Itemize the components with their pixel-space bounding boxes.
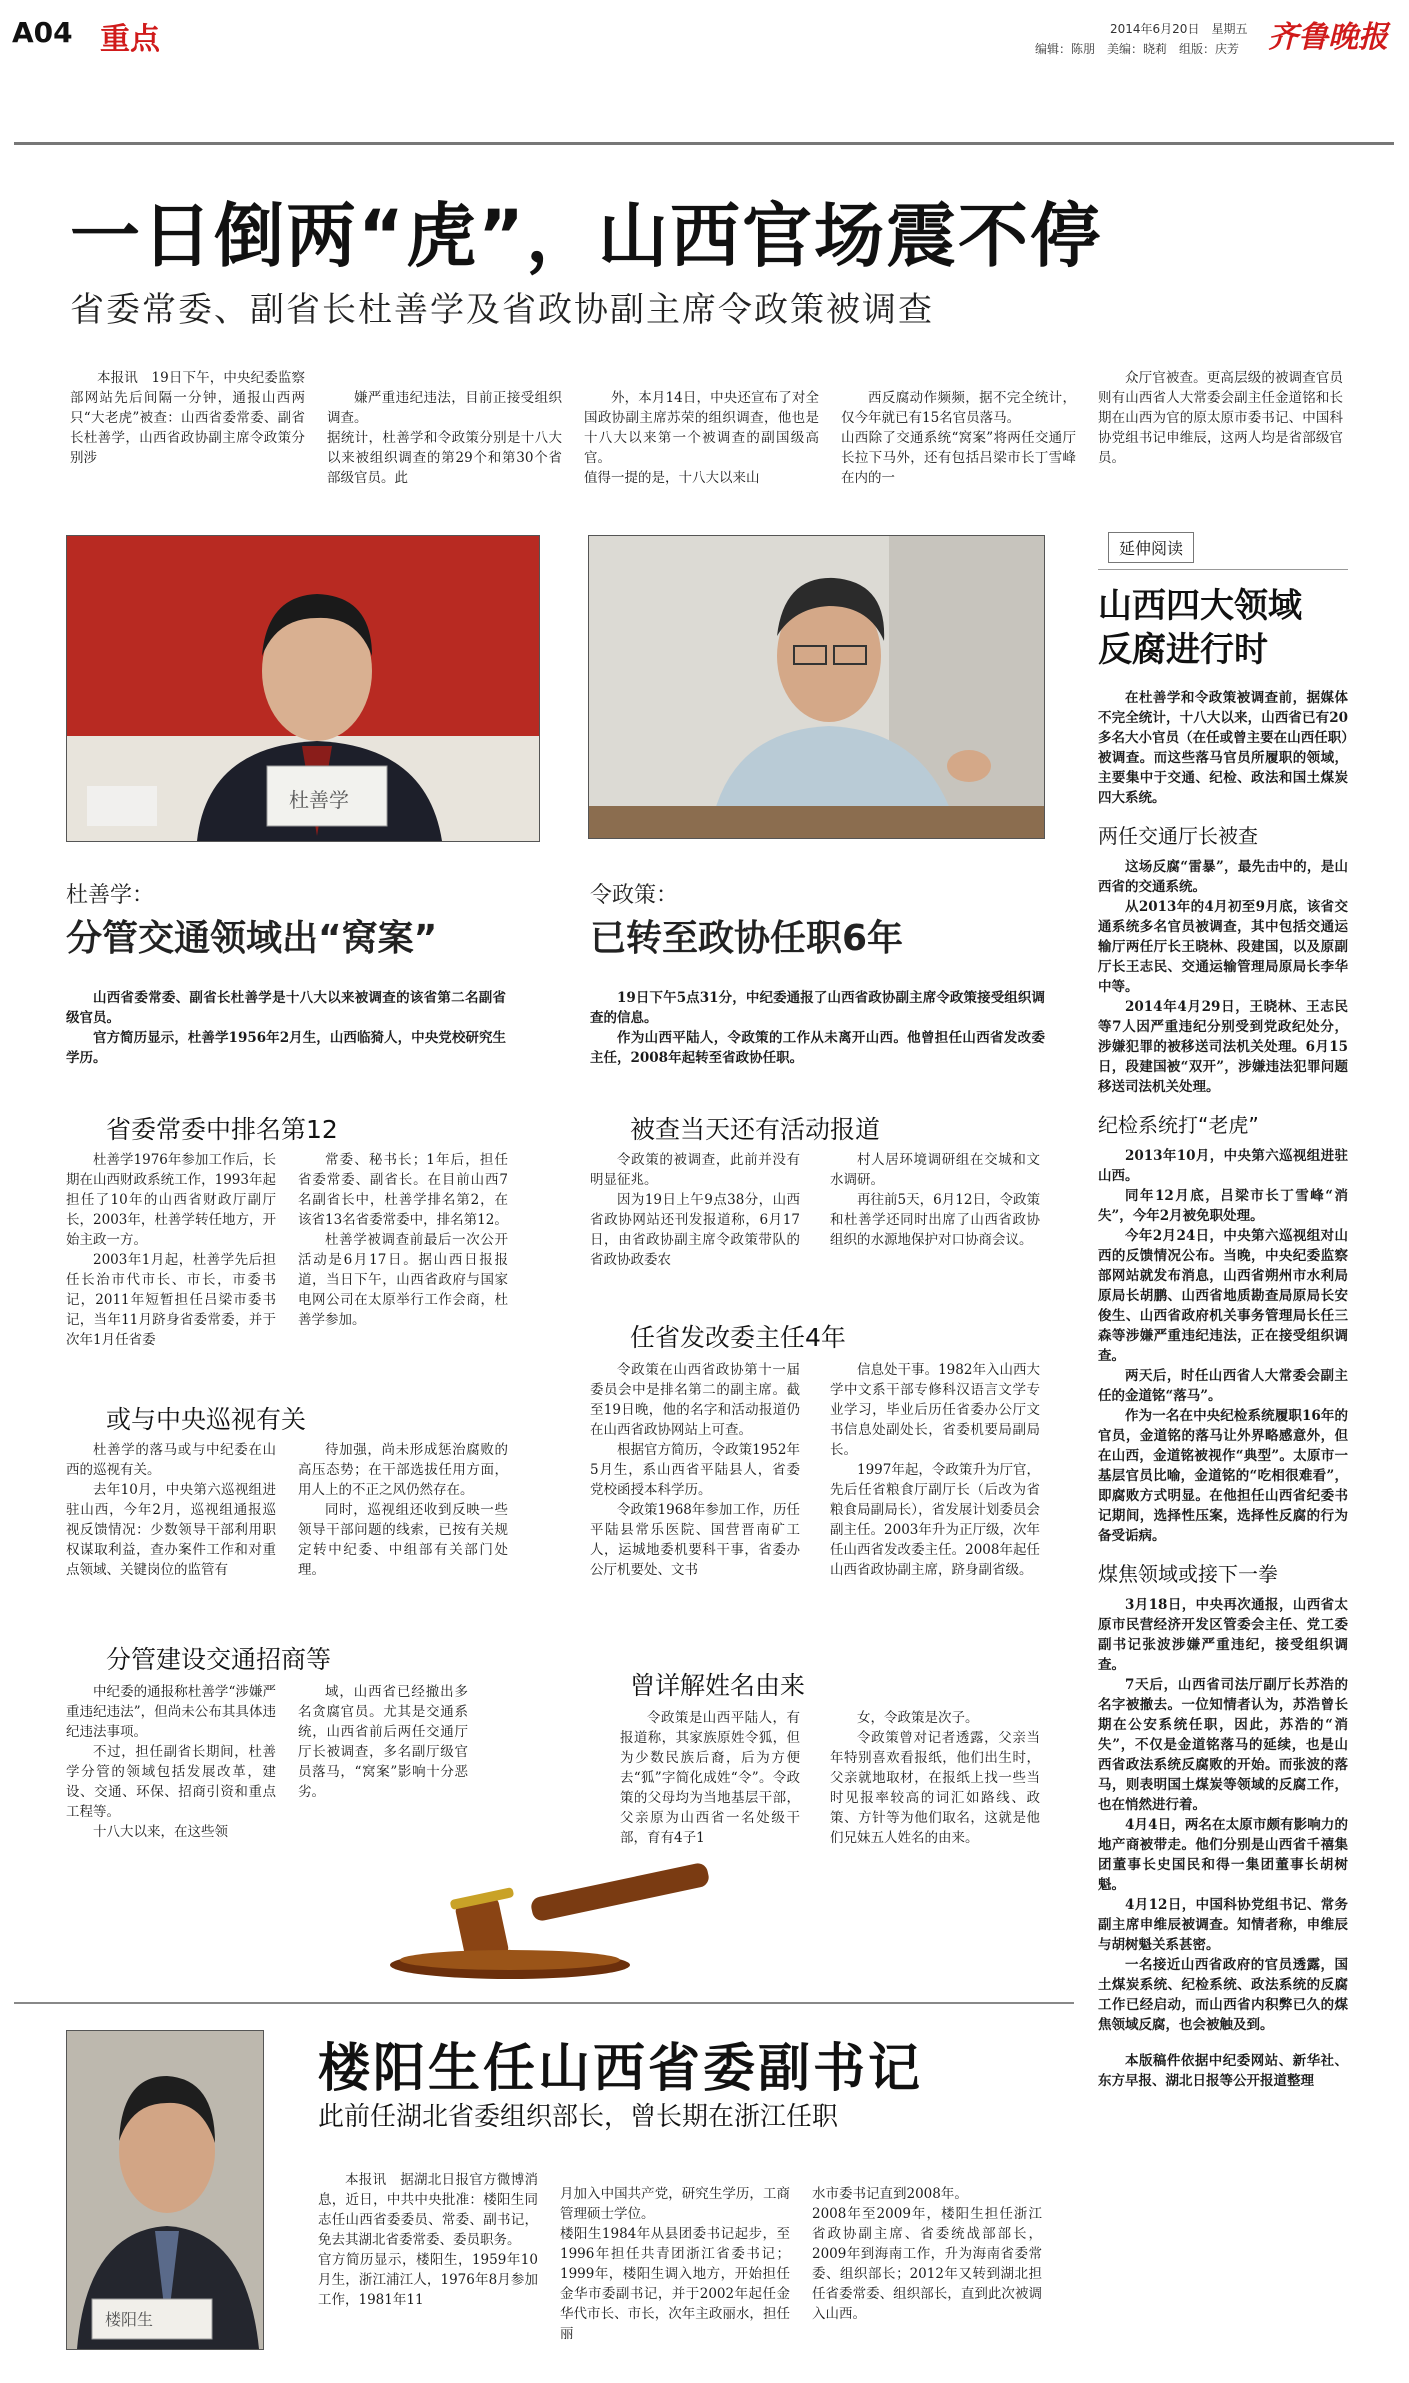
du-caption-title: 分管交通领域出“窝案”: [66, 918, 438, 959]
masthead-logo: 齐鲁晚报: [1268, 20, 1388, 55]
sidebar-section-2-heading: 纪检系统打“老虎”: [1098, 1113, 1259, 1137]
ling-section-3-col2: 女，令政策是次子。 令政策曾对记者透露，父亲当年特别喜欢看报纸，他们出生时，父亲就地取材，在报纸上找一些当时见报率较高的词汇如路线、政策、方针等为他们取名，这就是他们兄妹五人姓名的由来。: [830, 1710, 1040, 1846]
ling-caption-title: 已转至政协任职6年: [590, 918, 904, 959]
ling-intro: 19日下午5点31分，中纪委通报了山西省政协副主席令政策接受组织调查的信息。 作为山西平陆人，令政策的工作从未离开山西。他曾担任山西省发改委主任，2008年起转至省政协任职。: [590, 990, 1045, 1066]
lou-nameplate: 楼阳生: [105, 2310, 154, 2329]
lead-col-3: 外，本月14日，中央还宣布了对全国政协副主席苏荣的组织调查，他也是十八大以来第一个被调查的副国级高官。 值得一提的是，十八大以来山: [584, 390, 819, 486]
ling-caption-name: 令政策：: [590, 883, 679, 908]
ling-section-3-col1: 令政策是山西平陆人，有报道称，其家族原姓令狐，但为少数民族后裔，后为方便去“狐”字简化成姓“令”。令政策的父母均为当地基层干部，父亲原为山西省一名处级干部，育有4子1: [620, 1710, 800, 1846]
du-section-3-col2: 域，山西省已经撤出多名贪腐官员。尤其是交通系统，山西省前后两任交通厅厅长被调查，多名副厅级官员落马，“窝案”影响十分恶劣。: [298, 1684, 468, 1800]
sidebar-section-1-body: 这场反腐“雷暴”，最先击中的，是山西省的交通系统。 从2013年的4月初至9月底，该省交通系统多名官员被调查，其中包括交通运输厅两任厅长王晓林、段建国，以及原副厅长王志民、交通运输管理局原局长李华中等。 2014年4月29日，王晓林、王志民等7人因严重违纪分别受到党政纪处分，涉嫌犯罪的被移送司法机关处理。6月15日，段建国被“双开”，涉嫌违法犯罪问题移送司法机关处理。: [1098, 859, 1348, 1095]
sidebar-title-1: 山西四大领域: [1098, 586, 1302, 626]
lou-top-rule: [14, 2002, 1074, 2004]
page-number: A04: [12, 16, 73, 49]
du-section-2-heading: 或与中央巡视有关: [106, 1405, 307, 1434]
lou-col-3: 水市委书记直到2008年。 2008年至2009年，楼阳生担任浙江省政协副主席、省委统战部部长，2009年到海南工作，升为海南省委常委、组织部长；2012年又转到湖北担任省委常委、组织部长，直到此次被调入山西。: [812, 2185, 1042, 2322]
ling-section-2-col1: 令政策在山西省政协第十一届委员会中是排名第二的副主席。截至19日晚，他的名字和活动报道仍在山西省政协网站上可查。 根据官方简历，令政策1952年5月生，系山西省平陆县人，省委党校函授本科学历。 令政策1968年参加工作，历任平陆县常乐医院、国营晋南矿工人，运城地委机要科干事，省委办公厅机要处、文书: [590, 1362, 800, 1578]
main-subheadline: 省委常委、副省长杜善学及省政协副主席令政策被调查: [70, 290, 934, 330]
du-section-2-col2: 待加强，尚未形成惩治腐败的高压态势；在干部选拔任用方面，用人上的不正之风仍然存在。 同时，巡视组还收到反映一些领导干部问题的线索，已按有关规定转中纪委、中组部有关部门处理。: [298, 1442, 508, 1578]
lou-headline: 楼阳生任山西省委副书记: [318, 2039, 924, 2099]
sidebar-intro: 在杜善学和令政策被调查前，据媒体不完全统计，十八大以来，山西省已有20多名大小官员（在任或曾主要在山西任职）被调查。而这些落马官员所履职的领域，主要集中于交通、纪检、政法和国土煤炭四大系统。: [1098, 690, 1348, 806]
gavel-icon: [380, 1860, 800, 1980]
lead-col-1: 本报讯 19日下午，中央纪委监察部网站先后间隔一分钟，通报山西两只“大老虎”被查：山西省委常委、副省长杜善学，山西省政协副主席令政策分别涉: [70, 370, 305, 466]
sidebar-tag: 延伸阅读: [1108, 532, 1194, 563]
sidebar-source-note: 本版稿件依据中纪委网站、新华社、东方早报、湖北日报等公开报道整理: [1098, 2053, 1348, 2089]
sidebar-section-1-heading: 两任交通厅长被查: [1098, 824, 1258, 848]
sidebar-section-2-body: 2013年10月，中央第六巡视组进驻山西。 同年12月底，吕梁市长丁雪峰“消失”，今年2月被免职处理。 今年2月24日，中央第六巡视组对山西的反馈情况公布。当晚，中央纪委监察部网站就发布消息，山西省朔州市水利局原局长胡鹏、山西省地质勘查局原局长安俊生、山西省政府机关事务管理局长任三森等涉嫌严重违纪违法，正在接受组织调查。 两天后，时任山西省人大常委会副主任的金道铭“落马”。 作为一名在中央纪检系统履职16年的官员，金道铭的落马让外界略感意外，但在山西，金道铭被视作“典型”。太原市一基层官员比喻，金道铭的“吃相很难看”，即腐败方式明显。在他担任山西省纪委书记期间，选择性压案，选择性反腐的行为备受诟病。: [1098, 1148, 1348, 1544]
section-tag: 重点: [100, 22, 160, 57]
ling-section-3-heading: 曾详解姓名由来: [630, 1671, 806, 1700]
sidebar-section-3-heading: 煤焦领域或接下一拳: [1098, 1562, 1278, 1586]
du-shanxue-photo: [66, 535, 540, 842]
header-rule: [14, 142, 1394, 145]
lou-col-1: 本报讯 据湖北日报官方微博消息，近日，中共中央批准：楼阳生同志任山西省委委员、常委、副书记，免去其湖北省委常委、委员职务。 官方简历显示，楼阳生，1959年10月生，浙江浦江人，1976年8月参加工作，1981年11: [318, 2172, 538, 2308]
sidebar-title-2: 反腐进行时: [1098, 630, 1268, 670]
du-section-2-col1: 杜善学的落马或与中纪委在山西的巡视有关。 去年10月，中央第六巡视组进驻山西，今年2月，巡视组通报巡视反馈情况：少数领导干部利用职权谋取利益，查办案件工作和对重点领域、关键岗位的监管有: [66, 1442, 276, 1578]
lou-col-2: 月加入中国共产党，研究生学历，工商管理硕士学位。 楼阳生1984年从县团委书记起步，至1996年担任共青团浙江省委书记；1999年，楼阳生调入地方，开始担任金华市委副书记，并于2002年起任金华代市长、市长，次年主政丽水，担任丽: [560, 2185, 790, 2342]
sidebar-section-3-body: 3月18日，中央再次通报，山西省太原市民营经济开发区管委会主任、党工委副书记张波涉嫌严重违纪，接受组织调查。 7天后，山西省司法厅副厅长苏浩的名字被撤去。一位知情者认为，苏浩曾长期在公安系统任职，因此，苏浩的“消失”，不仅是金道铭落马的延续，也是山西省政法系统反腐败的开始。而张波的落马，则表明国土煤炭等领域的反腐工作，也在悄然进行着。 4月4日，两名在太原市颇有影响力的地产商被带走。他们分别是山西省千禧集团董事长史国民和得一集团董事长胡树魁。 4月12日，中国科协党组书记、常务副主席申维辰被调查。知情者称，申维辰与胡树魁关系甚密。 一名接近山西省政府的官员透露，国土煤炭系统、纪检系统、政法系统的反腐工作已经启动，而山西省内积弊已久的煤焦领域反腐，也会被触及到。: [1098, 1597, 1348, 2033]
lead-col-5: 众厅官被查。更高层级的被调查官员则有山西省人大常委会副主任金道铭和长期在山西为官的原太原市委书记、中国科协党组书记申维辰，这两人均是省部级官员。: [1098, 370, 1343, 466]
date-line: 2014年6月20日 星期五: [1110, 22, 1248, 36]
main-headline: 一日倒两“虎”，山西官场震不停: [70, 195, 1103, 277]
ling-section-2-heading: 任省发改委主任4年: [630, 1323, 846, 1352]
du-section-1-col2: 常委、秘书长；1年后，担任省委常委、副省长。在目前山西7名副省长中，杜善学排名第2，在该省13名省委常委中，排名第12。 杜善学被调查前最后一次公开活动是6月17日。据山西日报报道，当日下午，山西省政府与国家电网公司在太原举行工作会商，杜善学参加。: [298, 1152, 508, 1328]
du-intro: 山西省委常委、副省长杜善学是十八大以来被调查的该省第二名副省级官员。 官方简历显示，杜善学1956年2月生，山西临猗人，中央党校研究生学历。: [66, 990, 506, 1066]
lead-col-2: 嫌严重违纪违法，目前正接受组织调查。 据统计，杜善学和令政策分别是十八大以来被组织调查的第29个和第30个省部级官员。此: [327, 390, 562, 486]
du-nameplate: 杜善学: [289, 788, 349, 812]
du-section-3-heading: 分管建设交通招商等: [106, 1645, 332, 1674]
ling-section-1-col1: 令政策的被调查，此前并没有明显征兆。 因为19日上午9点38分，山西省政协网站还刊发报道称，6月17日，由省政协副主席令政策带队的省政协政委农: [590, 1152, 800, 1268]
ling-section-2-col2: 信息处干事。1982年入山西大学中文系干部专修科汉语言文学专业学习，毕业后历任省委办公厅文书信息处副处长，省委机要局副局长。 1997年起，令政策升为厅官，先后任省粮食厅副厅长（后改为省粮食局副局长），省发展计划委员会副主任。2003年升为正厅级，次年任山西省发改委主任。2008年起任山西省政协副主席，跻身副省级。: [830, 1362, 1040, 1578]
du-caption-name: 杜善学：: [66, 883, 155, 908]
sidebar-rule: [1098, 569, 1348, 570]
lead-col-4: 西反腐动作频频，据不完全统计，仅今年就已有15名官员落马。 山西除了交通系统“窝案”将两任交通厅长拉下马外，还有包括吕梁市长丁雪峰在内的一: [841, 390, 1076, 486]
du-section-3-col1: 中纪委的通报称杜善学“涉嫌严重违纪违法”，但尚未公布其具体违纪违法事项。 不过，担任副省长期间，杜善学分管的领域包括发展改革，建设、交通、环保、招商引资和重点工程等。 十八大以来，在这些领: [66, 1684, 276, 1840]
ling-section-1-heading: 被查当天还有活动报道: [630, 1115, 881, 1144]
sidebar: [1098, 532, 1348, 2091]
staff-line: 编辑：陈朋 美编：晓莉 组版：庆芳: [1035, 42, 1240, 56]
du-section-1-heading: 省委常委中排名第12: [106, 1115, 338, 1144]
lou-yangsheng-photo: [66, 2030, 264, 2350]
lou-subheadline: 此前任湖北省委组织部长，曾长期在浙江任职: [318, 2102, 839, 2132]
ling-section-1-col2: 村人居环境调研组在交城和文水调研。 再往前5天，6月12日，令政策和杜善学还同时出席了山西省政协组织的水源地保护对口协商会议。: [830, 1152, 1040, 1248]
du-section-1-col1: 杜善学1976年参加工作后，长期在山西财政系统工作，1993年起担任了10年的山西省财政厅副厅长，2003年，杜善学转任地方，开始主政一方。 2003年1月起，杜善学先后担任长治市代市长、市长，市委书记，2011年短暂担任吕梁市委书记，当年11月跻身省委常委，并于次年1月任省委: [66, 1152, 276, 1348]
ling-zhengce-photo: [588, 535, 1045, 839]
